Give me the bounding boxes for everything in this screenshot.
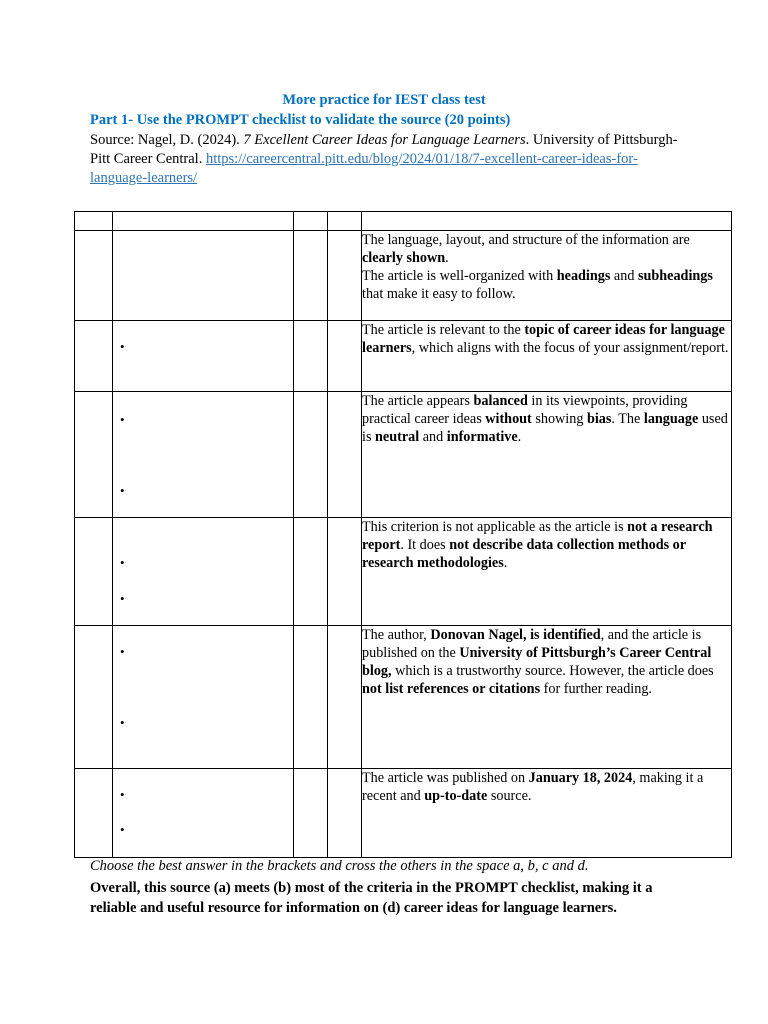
evaluation-bold-text: informative <box>446 429 518 445</box>
evaluation-bold-text: bias <box>586 411 612 427</box>
no-cell <box>328 769 362 858</box>
bullet-marker: • <box>120 822 125 837</box>
evaluation-text: . The <box>611 411 644 427</box>
no-cell <box>328 626 362 769</box>
instruction-text: Choose the best answer in the brackets and cross the others in the space a, b, c and d. <box>90 858 589 874</box>
criterion-cell <box>75 231 113 321</box>
evaluation-text: The article was published on <box>362 770 529 786</box>
no-cell <box>328 392 362 518</box>
yes-cell <box>294 518 328 626</box>
yes-cell <box>294 769 328 858</box>
evaluation-bold-text: up-to-date <box>424 788 488 804</box>
citation-publisher: . University of Pittsburgh-Pitt Career Central. <box>90 132 678 167</box>
notes-cell <box>113 769 294 858</box>
evaluation-bold-text: topic of career ideas for language learners <box>362 322 725 356</box>
evaluation-bold-text: January 18, 2024 <box>528 770 633 786</box>
table-row <box>75 321 732 392</box>
table-row <box>75 518 732 626</box>
criterion-cell <box>75 626 113 769</box>
criterion-cell <box>75 321 113 392</box>
header-cell <box>113 212 294 231</box>
yes-cell <box>294 321 328 392</box>
criterion-cell <box>75 392 113 518</box>
evaluation-text: that make it easy to follow. <box>362 286 516 302</box>
evaluation-cell <box>362 231 732 321</box>
evaluation-bold-text: University of Pittsburgh’s Career Central blog, <box>362 645 712 679</box>
bullet-marker: • <box>120 555 125 570</box>
evaluation-text: showing <box>531 411 587 427</box>
evaluation-text: in its viewpoints, providing practical career ideas <box>362 393 688 427</box>
table-row <box>75 626 732 769</box>
evaluation-text: . <box>445 250 449 266</box>
source-link[interactable]: https://careercentral.pitt.edu/blog/2024/01/18/7-excellent-career-ideas-for-language-learners/ <box>90 151 638 186</box>
evaluation-bold-text: Donovan Nagel, is identified <box>430 627 601 643</box>
evaluation-text: which is a trustworthy source. However, the article does <box>391 663 714 679</box>
evaluation-text: The article appears <box>362 393 474 409</box>
source-citation <box>90 131 690 188</box>
evaluation-text: . <box>517 429 522 445</box>
criterion-cell <box>75 769 113 858</box>
bullet-marker: • <box>120 412 125 427</box>
notes-cell <box>113 321 294 392</box>
notes-cell <box>113 231 294 321</box>
evaluation-text: , making it a recent and <box>362 770 704 804</box>
bullet-marker: • <box>120 339 125 354</box>
no-cell <box>328 518 362 626</box>
no-cell <box>328 321 362 392</box>
table-row <box>75 769 732 858</box>
document-title: More practice for IEST class test <box>282 92 486 108</box>
citation-work-title: 7 Excellent Career Ideas for Language Learners <box>243 132 526 148</box>
evaluation-text: and <box>419 429 447 445</box>
yes-cell <box>294 626 328 769</box>
evaluation-bold-text: not describe data collection methods or research methodologies <box>362 537 686 571</box>
evaluation-text: The language, layout, and structure of the information are <box>362 232 690 248</box>
prompt-checklist-table <box>74 211 732 858</box>
bullet-marker: • <box>120 787 125 802</box>
notes-cell <box>113 518 294 626</box>
table-header-row <box>75 212 732 231</box>
evaluation-text: for further reading. <box>540 681 652 697</box>
no-cell <box>328 231 362 321</box>
table-row <box>75 392 732 518</box>
notes-cell <box>113 626 294 769</box>
header-cell <box>362 212 732 231</box>
evaluation-text: This criterion is not applicable as the article is <box>362 519 628 535</box>
evaluation-cell <box>362 769 732 858</box>
yes-cell <box>294 231 328 321</box>
evaluation-bold-text: headings <box>556 268 611 284</box>
evaluation-bold-text: not a research report <box>362 519 713 553</box>
evaluation-cell <box>362 626 732 769</box>
evaluation-text: The author, <box>362 627 431 643</box>
table-row <box>75 231 732 321</box>
evaluation-bold-text: balanced <box>473 393 528 409</box>
evaluation-text: The article is well-organized with <box>362 268 557 284</box>
bullet-marker: • <box>120 715 125 730</box>
bullet-marker: • <box>120 591 125 606</box>
header-cell <box>294 212 328 231</box>
conclusion-text: Overall, this source (a) meets (b) most of the criteria in the PROMPT checklist, making it a reliable and useful resource for information on (d) career ideas for language learners. <box>90 880 653 916</box>
evaluation-bold-text: subheadings <box>637 268 713 284</box>
evaluation-cell <box>362 321 732 392</box>
evaluation-text: and <box>610 268 638 284</box>
yes-cell <box>294 392 328 518</box>
evaluation-text: , and the article is published on the <box>362 627 702 661</box>
header-cell <box>75 212 113 231</box>
criterion-cell <box>75 518 113 626</box>
evaluation-text: , which aligns with the focus of your assignment/report. <box>411 340 729 356</box>
evaluation-bold-text: neutral <box>375 429 420 445</box>
evaluation-text: . <box>503 555 508 571</box>
evaluation-bold-text: not list references or citations <box>362 681 541 697</box>
evaluation-bold-text: clearly shown <box>362 250 446 266</box>
evaluation-text: source. <box>487 788 532 804</box>
citation-prefix: Source: Nagel, D. (2024). <box>90 132 244 148</box>
part-heading: Part 1- Use the PROMPT checklist to validate the source (20 points) <box>90 112 511 128</box>
header-cell <box>328 212 362 231</box>
evaluation-text: The article is relevant to the <box>362 322 525 338</box>
evaluation-cell <box>362 392 732 518</box>
evaluation-bold-text: without <box>485 411 532 427</box>
notes-cell <box>113 392 294 518</box>
bullet-marker: • <box>120 483 125 498</box>
evaluation-text: used is <box>362 411 728 445</box>
evaluation-cell <box>362 518 732 626</box>
evaluation-bold-text: language <box>643 411 699 427</box>
evaluation-text: . It does <box>400 537 450 553</box>
bullet-marker: • <box>120 644 125 659</box>
